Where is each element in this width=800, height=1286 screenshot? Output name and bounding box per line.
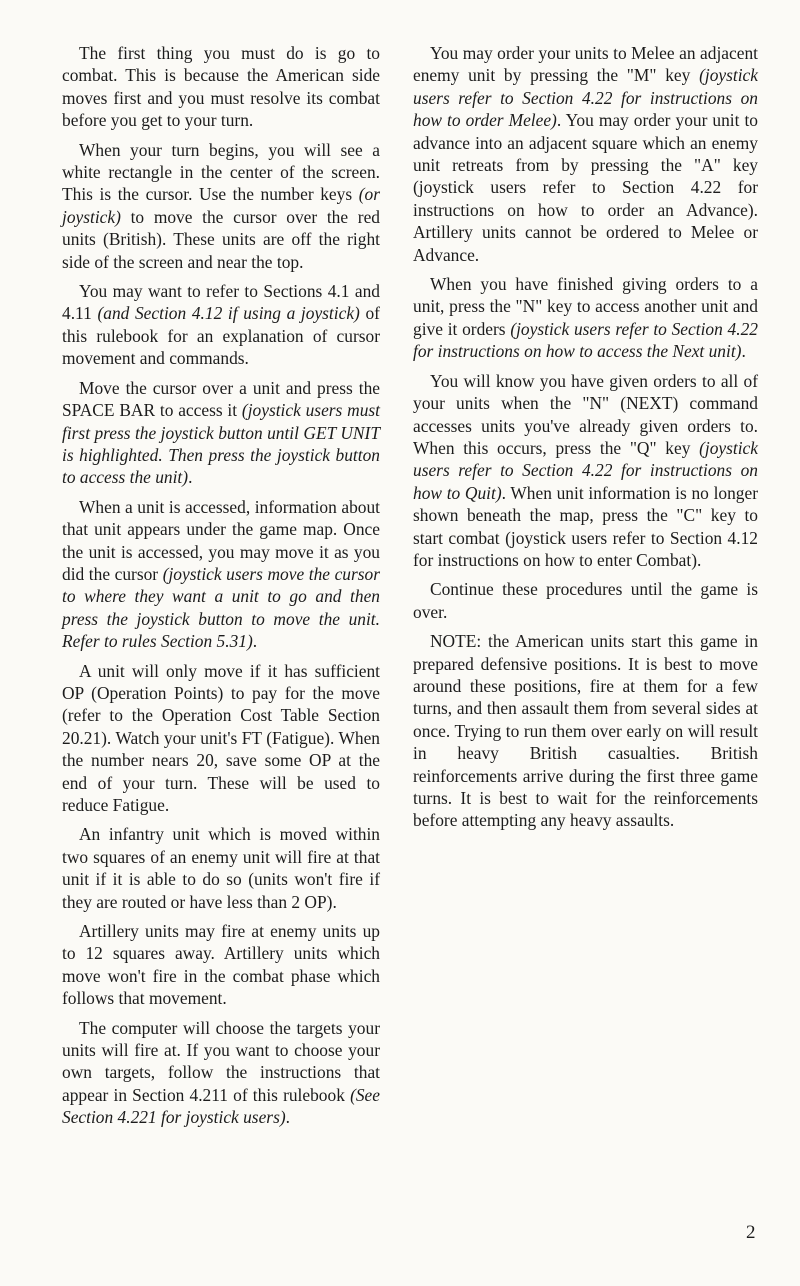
paragraph: A unit will only move if it has sufficient OP (Operation Points) to pay for the move (refer to the Operation Cost Table Section 20.21). Watch your unit's FT (Fatigue). When the number nears 20, save some OP at the end of your turn. These will be used to reduce Fatigue. xyxy=(62,660,380,815)
paragraph: You will know you have given orders to all of your units when the "N" (NEXT) command accesses units you've already given orders to. When this occurs, press the "Q" key (joystick users refer to Section 4.22 for instructions on how to Quit). When unit information is no longer shown beneath the map, press the "C" key to start combat (joystick users refer to Section 4.12 for instructions on how to enter Combat). xyxy=(413,370,758,570)
paragraph: Continue these procedures until the game is over. xyxy=(413,579,758,622)
paragraph: The computer will choose the targets your units will fire at. If you want to choose your own targets, follow the instructions that appear in Section 4.211 of this rulebook (See Section 4.221 for joystick users). xyxy=(62,1017,380,1128)
paragraph: The first thing you must do is go to combat. This is because the American side moves first and you must resolve its combat before you get to your turn. xyxy=(62,43,380,131)
paragraph: When you have finished giving orders to a unit, press the "N" key to access another unit and give it orders (joystick users refer to Section 4.22 for instructions on how to access the Next unit). xyxy=(413,274,758,362)
page-number: 2 xyxy=(746,1222,756,1243)
paragraph: You may order your units to Melee an adjacent enemy unit by pressing the "M" key (joystick users refer to Section 4.22 for instructions on how to order Melee). You may order your unit to advance into an adjacent square which an enemy unit retreats from by pressing the "A" key (joystick users refer to Section 4.22 for instructions on how to order an Advance). Artillery units cannot be ordered to Melee or Advance. xyxy=(413,43,758,265)
paragraph: When a unit is accessed, information about that unit appears under the game map. Once the unit is accessed, you may move it as you did the cursor (joystick users move the cursor to where they want a unit to go and then press the joystick button to move the unit. Refer to rules Section 5.31). xyxy=(62,496,380,652)
paragraph: Move the cursor over a unit and press the SPACE BAR to access it (joystick users must first press the joystick button until GET UNIT is highlighted. Then press the joystick button to access the unit). xyxy=(62,377,380,488)
paragraph: You may want to refer to Sections 4.1 and 4.11 (and Section 4.12 if using a joystick) of this rulebook for an explanation of cursor movement and commands. xyxy=(62,281,380,369)
paragraph: When your turn begins, you will see a white rectangle in the center of the screen. This is the cursor. Use the number keys (or joystick) to move the cursor over the red units (British). These units are off the right side of the screen and near the top. xyxy=(62,139,380,272)
paragraph: Artillery units may fire at enemy units up to 12 squares away. Artillery units which move won't fire in the combat phase which follows that movement. xyxy=(62,921,380,1009)
left-column xyxy=(62,42,380,1136)
right-column xyxy=(413,42,758,839)
paragraph: NOTE: the American units start this game in prepared defensive positions. It is best to move around these positions, fire at them for a few turns, and then assault them from several sides at once. Trying to run them over early on will result in heavy British casualties. British reinforcements arrive during the first three game turns. It is best to wait for the reinforcements before attempting any heavy assaults. xyxy=(413,631,758,831)
paragraph: An infantry unit which is moved within two squares of an enemy unit will fire at that unit if it is able to do so (units won't fire if they are routed or have less than 2 OP). xyxy=(62,824,380,912)
